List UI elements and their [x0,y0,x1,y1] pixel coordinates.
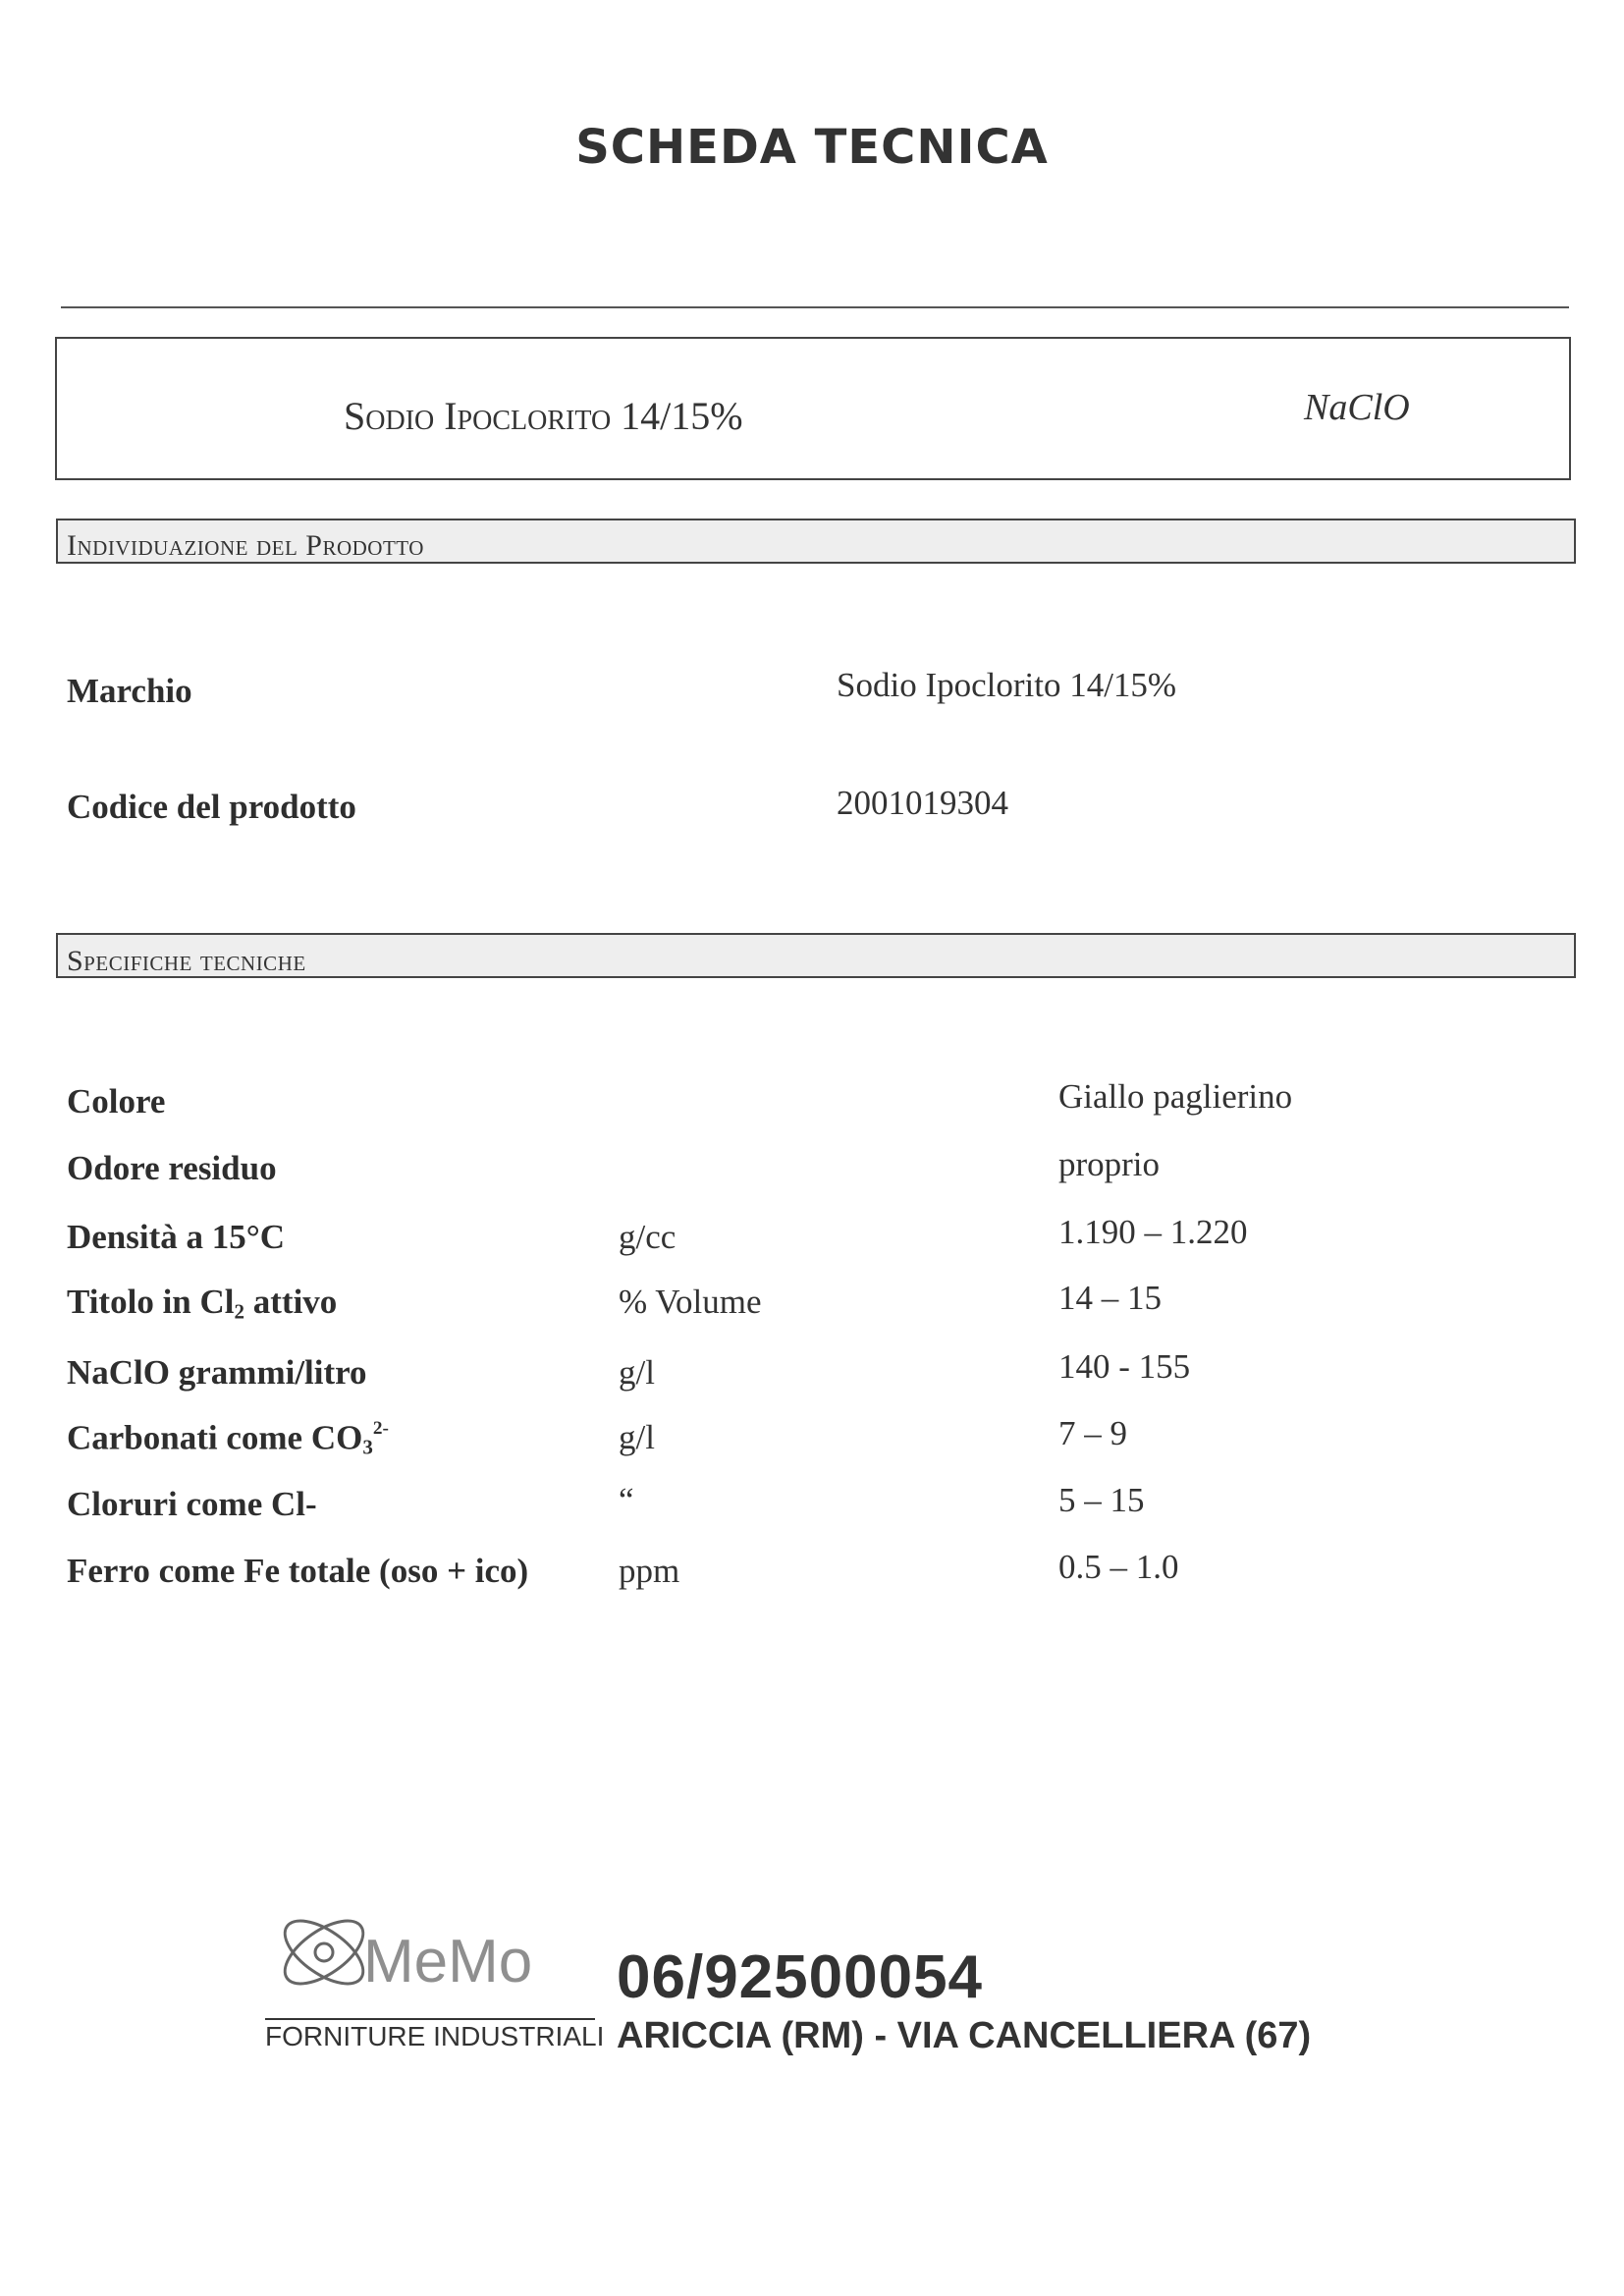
spec-label-iron: Ferro come Fe totale (oso + ico) [67,1552,529,1590]
spec-unit-active-chlorine: % Volume [619,1283,762,1321]
memo-logo [265,1884,589,2021]
spec-value-carbonates: 7 – 9 [1058,1414,1127,1452]
spec-value-density: 1.190 – 1.220 [1058,1213,1248,1251]
product-name: Sodio Ipoclorito 14/15% [344,394,743,438]
spec-unit-naclo: g/l [619,1353,655,1392]
spec-label-odor: Odore residuo [67,1149,277,1187]
spec-label-chlorides: Cloruri come Cl- [67,1485,317,1523]
spec-unit-density: g/cc [619,1218,677,1256]
company-address: ARICCIA (RM) - VIA CANCELLIERA (67) [617,2015,1312,2056]
spec-unit-carbonates: g/l [619,1418,655,1456]
spec-label-density: Densità a 15°C [67,1218,286,1256]
field-value-product-code: 2001019304 [837,784,1008,822]
section-title-identification: Individuazione del Prodotto [67,529,424,562]
spec-value-chlorides: 5 – 15 [1058,1481,1145,1519]
logo-underline [265,2018,595,2020]
field-value-brand: Sodio Ipoclorito 14/15% [837,666,1177,704]
spec-label-color: Colore [67,1082,166,1121]
spec-value-iron: 0.5 – 1.0 [1058,1548,1179,1586]
company-phone: 06/92500054 [617,1943,984,2011]
field-label-product-code: Codice del prodotto [67,788,356,826]
spec-value-naclo: 140 - 155 [1058,1347,1191,1386]
spec-value-active-chlorine: 14 – 15 [1058,1279,1162,1317]
spec-label-naclo: NaClO grammi/litro [67,1353,367,1392]
title-divider [61,306,1569,308]
field-label-brand: Marchio [67,672,192,710]
spec-label-carbonates: Carbonati come $CO_3^{2-}$ [67,1418,389,1459]
section-title-specifications: Specifiche tecniche [67,945,306,977]
spec-value-odor: proprio [1058,1145,1161,1183]
memo-logo-text: MeMo [363,1928,533,1995]
spec-unit-iron: ppm [619,1552,680,1590]
spec-label-active-chlorine: Titolo in $Cl_2$ attivo [67,1283,338,1324]
company-tagline: FORNITURE INDUSTRIALI [265,2021,605,2051]
spec-value-color: Giallo paglierino [1058,1077,1293,1116]
spec-unit-chlorides: “ [619,1481,634,1519]
document-title: SCHEDA TECNICA [575,120,1049,175]
product-formula: NaClO [1304,387,1410,428]
